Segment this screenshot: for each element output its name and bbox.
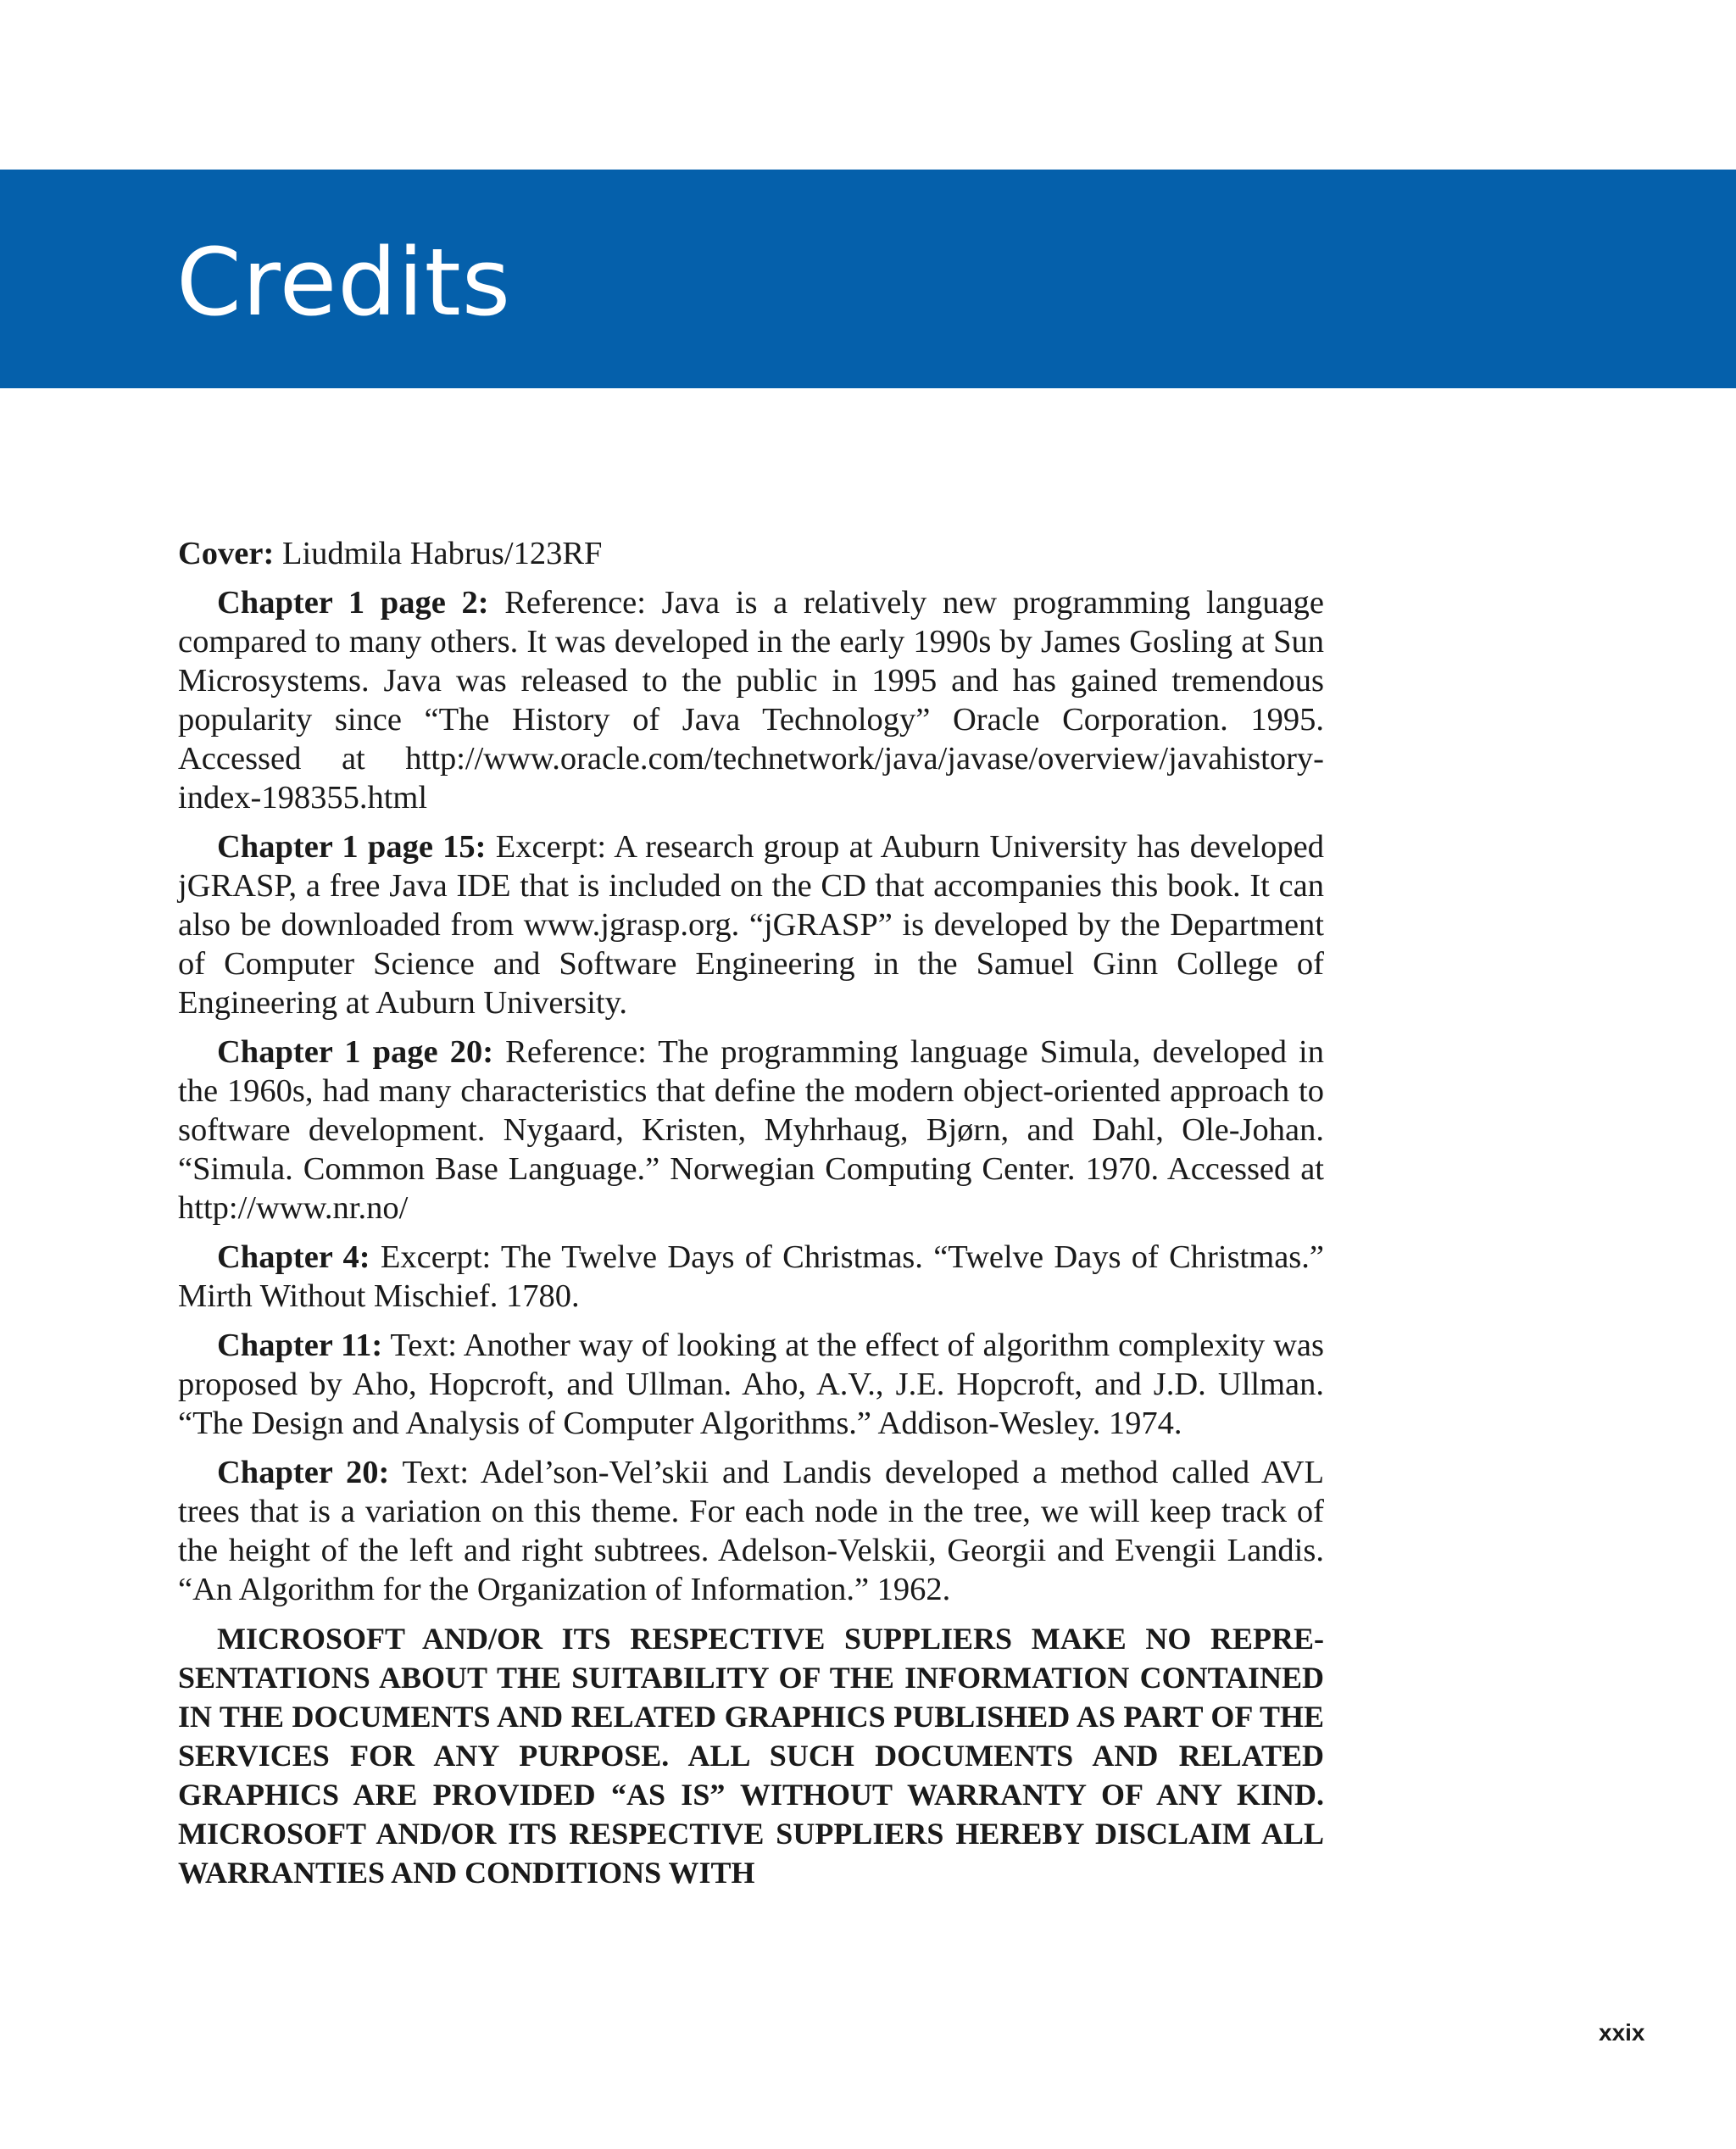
credit-label: Chapter 1 page 20:	[217, 1034, 494, 1070]
credit-label: Chapter 1 page 15:	[217, 829, 487, 865]
credit-entry-chapter-1-page-2	[178, 583, 1324, 817]
credit-text: Reference: Java is a relatively new programming language compared to many others. It was developed in the early 1990s by James Gosling at Sun Microsystems. Java was released to the public in 1995 and has gained tremendous popularity since “The History of Java Technology” Oracle Corporation. 1995. Accessed at http://www.oracle.com/technetwork/java/javase/overview/javahistory-index-198355.html	[178, 585, 1324, 816]
credit-entry-cover	[178, 534, 1324, 573]
credit-entry-chapter-4	[178, 1238, 1324, 1316]
credit-text: Text: Adel’son-Vel’skii and Landis developed a method called AVL trees that is a variation on this theme. For each node in the tree, we will keep track of the height of the left and right subtrees. Adelson-Velskii, Georgii and Evengii Landis. “An Algorithm for the Organization of Information.” 1962.	[178, 1455, 1325, 1607]
credit-entry-chapter-20	[178, 1453, 1324, 1609]
credit-label: Chapter 4:	[217, 1239, 370, 1275]
credits-body	[178, 534, 1324, 1892]
credit-text: Text: Another way of looking at the effect of algorithm complexity was proposed by Aho, Hopcroft, and Ullman. Aho, A.V., J.E. Hopcroft, and J.D. Ullman. “The Design and Analysis of Computer Algorithms.” Addison-Wesley. 1974.	[178, 1328, 1324, 1441]
page-title: Credits	[176, 228, 512, 337]
credit-text: Excerpt: A research group at Auburn University has developed jGRASP, a free Java IDE that is included on the CD that accompanies this book. It can also be downloaded from www.jgrasp.org. “jGRASP” is developed by the Department of Computer Science and Software Engineering in the Samuel Ginn College of Engineering at Auburn University.	[178, 829, 1324, 1021]
credit-label: Chapter 11:	[217, 1328, 383, 1363]
credit-label: Chapter 1 page 2:	[217, 585, 489, 621]
credit-label: Cover:	[178, 536, 275, 571]
credit-text: Reference: The programming language Simula, developed in the 1960s, had many characteristics that define the modern object-oriented approach to software development. Nygaard, Kristen, Myhrhaug, Bjørn, and Dahl, Ole-Johan. “Simula. Common Base Language.” Norwegian Computing Center. 1970. Accessed at http://www.nr.no/	[178, 1034, 1324, 1226]
credit-text: Excerpt: The Twelve Days of Christmas. “Twelve Days of Christmas.” Mirth Without Mischief. 1780.	[178, 1239, 1324, 1314]
credit-label: Chapter 20:	[217, 1455, 390, 1490]
credit-text: Liudmila Habrus/123RF	[274, 536, 603, 571]
microsoft-disclaimer: MICROSOFT AND/OR ITS RESPECTIVE SUPPLIERS MAKE NO REPRESENTATIONS ABOUT THE SUITABILITY OF THE INFORMATION CONTAINED IN THE DOCUMENTS AND RELATED GRAPHICS PUBLISHED AS PART OF THE SERVICES FOR ANY PURPOSE. ALL SUCH DOCUMENTS AND RELATED GRAPHICS ARE PROVIDED “AS IS” WITHOUT WARRANTY OF ANY KIND. MICROSOFT AND/OR ITS RESPECTIVE SUPPLIERS HEREBY DISCLAIM ALL WARRANTIES AND CONDITIONS WITH	[178, 1622, 1324, 1890]
credit-entry-chapter-1-page-20	[178, 1033, 1324, 1228]
credit-entry-chapter-1-page-15	[178, 827, 1324, 1022]
credit-entry-chapter-11	[178, 1326, 1324, 1443]
page-number: xxix	[1599, 2019, 1645, 2046]
